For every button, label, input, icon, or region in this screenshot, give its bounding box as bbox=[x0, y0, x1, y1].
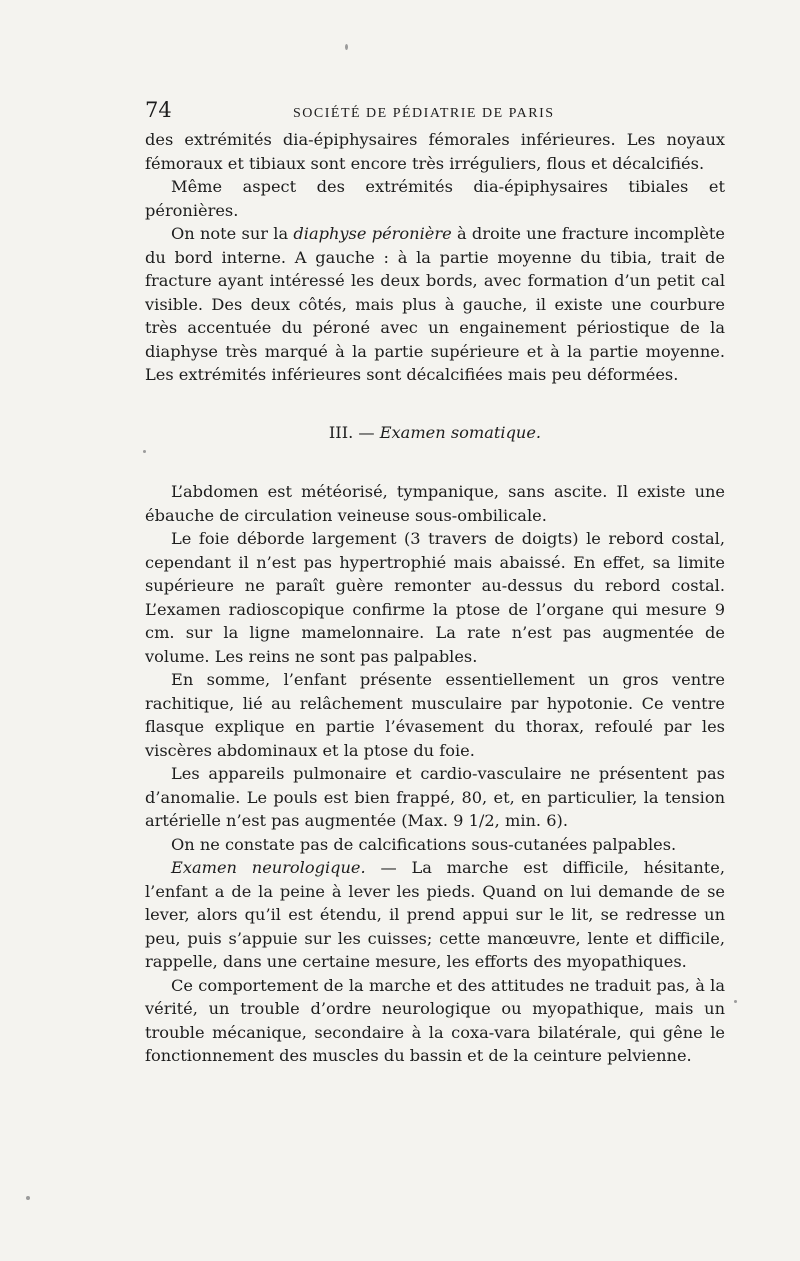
paragraph-text: Ce comportement de la marche et des attitudes ne traduit pas, à la vérité, un trouble d’ordre neurologique ou myopathique, mais un trouble mécanique, secondaire à la coxa-vara bilatérale, qui gêne le fonctionnement des muscles du bassin et de la ceinture pelvienne. bbox=[145, 975, 725, 1065]
paragraph-text: — La marche est difficile, hésitante, l’enfant a de la peine à lever les pieds. Quand on lui demande de se lever, alors qu’il est étendu, il prend appui sur le lit, se redresse un peu, puis s’appuie sur les cuisses; cette manœuvre, lente et difficile, rappelle, dans une certaine mesure, les efforts des myopathiques. bbox=[145, 858, 725, 971]
emphasis-text: diaphyse péronière bbox=[293, 224, 452, 243]
speck-mark bbox=[143, 450, 146, 453]
section-heading bbox=[145, 421, 725, 445]
paragraph-text: On note sur la bbox=[171, 224, 294, 243]
speck-mark bbox=[734, 1000, 737, 1003]
page-body bbox=[145, 128, 725, 1068]
section-dash: — bbox=[353, 422, 380, 442]
paragraph-text: Les appareils pulmonaire et cardio-vasculaire ne présentent pas d’anomalie. Le pouls est bien frappé, 80, et, en particulier, la tension artérielle n’est pas augmentée (Max. 9 1/2, min. 6). bbox=[145, 764, 725, 830]
section-number: III. bbox=[328, 422, 354, 442]
paragraph-text: des extrémités dia-épiphysaires fémorales inférieures. Les noyaux fémoraux et tibiaux sont encore très irréguliers, flous et décalcifiés. bbox=[145, 130, 725, 173]
paragraph bbox=[145, 175, 725, 222]
section-title: Examen somatique. bbox=[379, 422, 542, 442]
running-title: SOCIÉTÉ DE PÉDIATRIE DE PARIS bbox=[293, 106, 555, 121]
paragraph-text: On ne constate pas de calcifications sous-cutanées palpables. bbox=[171, 834, 677, 854]
paragraph bbox=[145, 833, 725, 857]
paragraph-text: Même aspect des extrémités dia-épiphysaires tibiales et péronières. bbox=[145, 177, 725, 220]
paragraph bbox=[145, 222, 725, 387]
paragraph-text: L’abdomen est météorisé, tympanique, sans ascite. Il existe une ébauche de circulation veineuse sous-ombilicale. bbox=[145, 482, 725, 525]
paragraph bbox=[145, 856, 725, 974]
page-number: 74 bbox=[145, 98, 172, 122]
paragraph bbox=[145, 762, 725, 833]
paragraph-text: Le foie déborde largement (3 travers de doigts) le rebord costal, cependant il n’est pas hypertrophié mais abaissé. En effet, sa limite supérieure ne paraît guère remonter au-dessus du rebord costal. L’examen radioscopique confirme la ptose de l’organe qui mesure 9 cm. sur la ligne mamelonnaire. La rate n’est pas augmentée de volume. Les reins ne sont pas palpables. bbox=[145, 529, 725, 666]
paragraph-text: En somme, l’enfant présente essentiellement un gros ventre rachitique, lié au relâchement musculaire par hypotonie. Ce ventre flasque explique en partie l’évasement du thorax, refoulé par les viscères abdominaux et la ptose du foie. bbox=[145, 670, 725, 760]
paragraph bbox=[145, 974, 725, 1068]
paragraph bbox=[145, 527, 725, 668]
emphasis-text: Examen neurologique. bbox=[171, 858, 366, 877]
paragraph bbox=[145, 668, 725, 762]
speck-mark bbox=[345, 44, 348, 50]
paragraph bbox=[145, 128, 725, 175]
page-header bbox=[145, 98, 725, 122]
speck-mark bbox=[26, 1196, 30, 1200]
paragraph bbox=[145, 480, 725, 527]
paragraph-text: à droite une fracture incomplète du bord interne. A gauche : à la partie moyenne du tibia, trait de fracture ayant intéressé les deux bords, avec formation d’un petit cal visible. Des deux côtés, mais plus à gauche, il existe une courbure très accentuée du péroné avec un engainement périostique de la diaphyse très marqué à la partie supérieure et à la partie moyenne. Les extrémités inférieures sont décalcifiées mais peu déformées. bbox=[145, 224, 725, 384]
